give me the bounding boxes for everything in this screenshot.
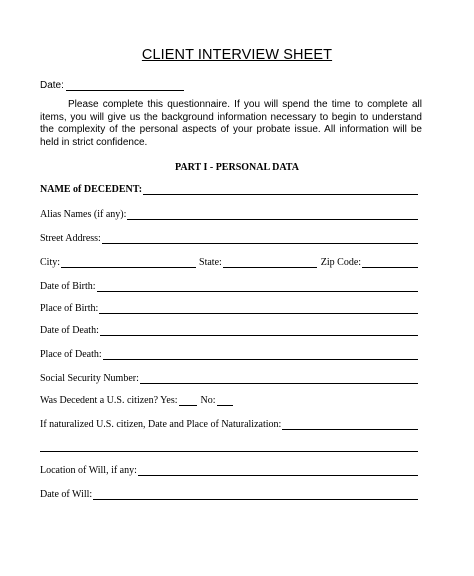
field-label: Location of Will, if any: <box>40 465 137 476</box>
zip-code-label: Zip Code: <box>320 257 362 268</box>
name-of-decedent-input-line[interactable] <box>143 184 418 195</box>
naturalization-input-line[interactable] <box>282 419 418 430</box>
field-label: NAME of DECEDENT: <box>40 184 143 195</box>
date-of-birth-input-line[interactable] <box>97 281 418 292</box>
city-input-line[interactable] <box>61 257 196 268</box>
field-alias-names <box>40 206 418 220</box>
us-citizen-no-label: No: <box>200 395 216 406</box>
field-date-of-will <box>40 486 418 500</box>
social-security-number-input-line[interactable] <box>140 373 418 384</box>
field-label: Place of Death: <box>40 349 102 360</box>
us-citizen-no-input-line[interactable] <box>217 395 233 406</box>
us-citizen-yes-input-line[interactable] <box>179 395 197 406</box>
field-location-of-will <box>40 462 418 476</box>
field-label: Date of Birth: <box>40 281 96 292</box>
street-address-input-line[interactable] <box>102 233 418 244</box>
location-of-will-input-line[interactable] <box>138 465 418 476</box>
part-heading: PART I - PERSONAL DATA <box>175 162 299 173</box>
field-name-of-decedent <box>40 181 418 195</box>
field-label: If naturalized U.S. citizen, Date and Place of Naturalization: <box>40 419 282 430</box>
field-naturalization <box>40 416 418 430</box>
field-label: Social Security Number: <box>40 373 139 384</box>
date-input-line[interactable] <box>66 80 184 91</box>
field-label: Date of Death: <box>40 325 99 336</box>
field-label: Alias Names (if any): <box>40 209 127 220</box>
field-us-citizen <box>40 392 418 406</box>
field-label: Street Address: <box>40 233 101 244</box>
zip-code-input-line[interactable] <box>362 257 418 268</box>
field-label: Date of Will: <box>40 489 93 500</box>
date-label: Date: <box>40 80 64 91</box>
place-of-birth-input-line[interactable] <box>99 303 418 314</box>
naturalization-continued-input-line[interactable] <box>40 441 418 452</box>
date-of-death-input-line[interactable] <box>100 325 418 336</box>
field-place-of-birth <box>40 300 418 314</box>
intro-text: Please complete this questionnaire. If you will spend the time to complete all items, you will give us the background information necessary to begin to understand the complexity of the personal aspects of your probate issue. All information will be held in strict confidence. <box>40 99 422 148</box>
city-label: City: <box>40 257 61 268</box>
date-of-will-input-line[interactable] <box>93 489 418 500</box>
intro-paragraph <box>40 99 422 149</box>
field-naturalization-continued <box>40 438 418 452</box>
date-row <box>40 80 184 91</box>
field-place-of-death <box>40 346 418 360</box>
page-title: CLIENT INTERVIEW SHEET <box>141 47 333 63</box>
state-label: State: <box>199 257 222 268</box>
field-date-of-death <box>40 322 418 336</box>
state-input-line[interactable] <box>223 257 317 268</box>
alias-names-input-line[interactable] <box>127 209 418 220</box>
field-social-security-number <box>40 370 418 384</box>
field-city-state-zip <box>40 254 418 268</box>
place-of-death-input-line[interactable] <box>103 349 418 360</box>
field-date-of-birth <box>40 278 418 292</box>
field-label: Place of Birth: <box>40 303 99 314</box>
us-citizen-yes-label: Was Decedent a U.S. citizen? Yes: <box>40 395 178 406</box>
field-street-address <box>40 230 418 244</box>
